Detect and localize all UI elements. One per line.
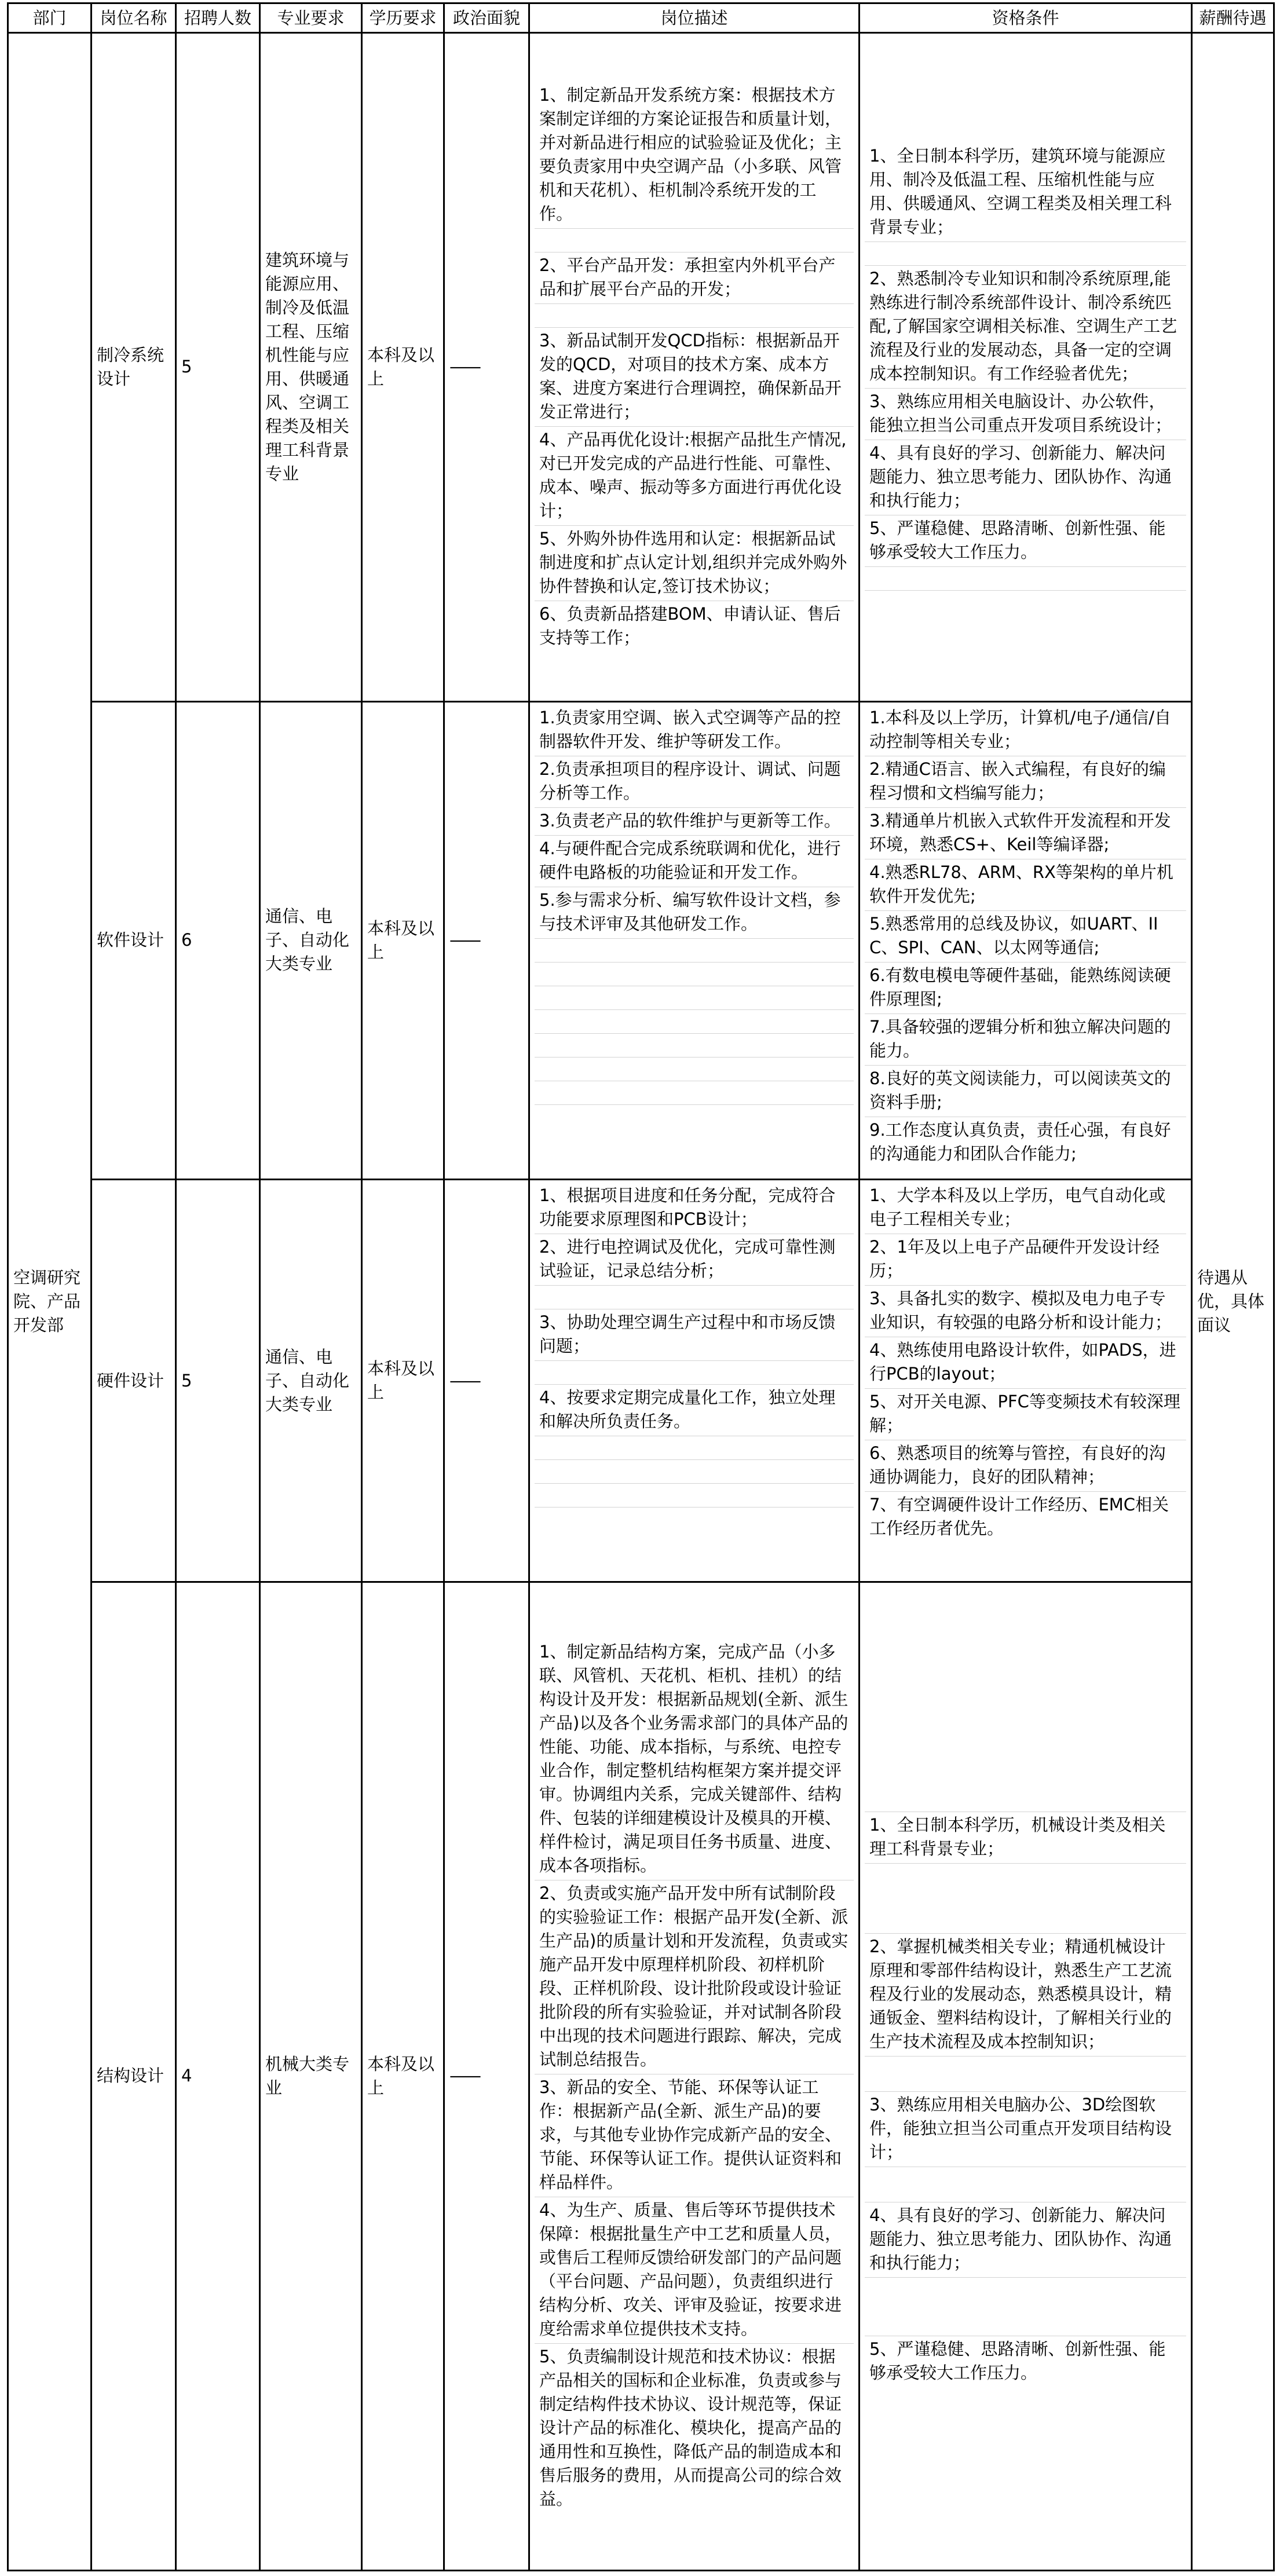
qualification-item: 4.熟悉RL78、ARM、RX等架构的单片机软件开发优先; [865,859,1186,911]
qualification-item: 4、熟练使用电路设计软件，如PADS，进行PCB的layout； [865,1337,1186,1389]
position-major: 建筑环境与能源应用、制冷及低温工程、压缩机性能与应用、供暖通风、空调工程类及相关理工科背景专业 [260,33,362,702]
header-count: 招聘人数 [176,3,260,33]
row-divider [535,1460,854,1484]
row-divider [865,2167,1186,2202]
header-position: 岗位名称 [92,3,176,33]
qualification-item: 1、全日制本科学历，机械设计类及相关理工科背景专业； [865,1812,1186,1864]
salary-cell: 待遇从优，具体面议 [1192,33,1274,2571]
qualification-item: 3、熟练应用相关电脑办公、3D绘图软件，能独立担当公司重点开发项目结构设计； [865,2092,1186,2167]
qualification-item: 4、具有良好的学习、创新能力、解决问题能力、独立思考能力、团队协作、沟通和执行能力； [865,2202,1186,2278]
qualification-item: 5.熟悉常用的总线及协议，如UART、IIC、SPI、CAN、以太网等通信; [865,911,1186,963]
row-divider [535,939,854,963]
description-item: 2、负责或实施产品开发中所有试制阶段的实验验证工作：根据产品开发(全新、派生产品)的质量计划和开发流程，负责或实施产品开发中原理样机阶段、初样机阶段、正样机阶段、设计批阶段或设计验证批阶段的所有实验验证，并对试制各阶段中出现的技术问题进行跟踪、解决，完成试制总结报告。 [535,1880,854,2074]
position-description [529,1582,860,2570]
header-department: 部门 [8,3,92,33]
description-item: 3、新品试制开发QCD指标：根据新品开发的QCD，对项目的技术方案、成本方案、进度方案进行合理调控，确保新品开发正常进行； [535,328,854,427]
description-item: 4、产品再优化设计:根据产品批生产情况,对已开发完成的产品进行性能、可靠性、成本、噪声、振动等多方面进行再优化设计； [535,427,854,526]
description-item: 5.参与需求分析、编写软件设计文档，参与技术评审及其他研发工作。 [535,887,854,939]
table-row [8,701,1274,1179]
position-title: 制冷系统设计 [92,33,176,702]
qualification-item: 2、熟悉制冷专业知识和制冷系统原理,能熟练进行制冷系统部件设计、制冷系统匹配,了解国家空调相关标准、空调生产工艺流程及行业的发展动态，具备一定的空调成本控制知识。有工作经验者优先； [865,266,1186,389]
description-item: 4.与硬件配合完成系统联调和优化，进行硬件电路板的功能验证和开发工作。 [535,836,854,887]
row-divider [535,1361,854,1385]
row-divider [535,1081,854,1105]
position-title: 软件设计 [92,701,176,1179]
position-political: —— [444,1582,529,2570]
description-item: 3、协助处理空调生产过程中和市场反馈问题； [535,1309,854,1361]
qualification-item: 5、对开关电源、PFC等变频技术有较深理解； [865,1389,1186,1440]
position-education: 本科及以上 [362,33,444,702]
qualification-item: 5、严谨稳健、思路清晰、创新性强、能够承受较大工作压力。 [869,2339,1166,2383]
qualification-item: 2、1年及以上电子产品硬件开发设计经历； [865,1234,1186,1286]
row-divider [535,1010,854,1034]
qualification-item: 6、熟悉项目的统筹与管控，有良好的沟通协调能力，良好的团队精神； [865,1440,1186,1492]
description-item: 1、制定新品结构方案，完成产品（小多联、风管机、天花机、柜机、挂机）的结构设计及开发：根据新品规划(全新、派生产品)以及各个业务需求部门的具体产品的性能、功能、成本指标，与系统、电控专业合作，制定整机结构框架方案并提交评审。协调组内关系，完成关键部件、结构件、包装的详细建模设计及模具的开模、样件检讨，满足项目任务书质量、进度、成本各项指标。 [535,1639,854,1880]
position-education: 本科及以上 [362,1582,444,2570]
position-education: 本科及以上 [362,701,444,1179]
position-major: 机械大类专业 [260,1582,362,2570]
description-item: 1、根据项目进度和任务分配，完成符合功能要求原理图和PCB设计； [535,1183,854,1234]
qualification-item: 1.本科及以上学历，计算机/电子/通信/自动控制等相关专业； [865,705,1186,756]
position-qualification [860,701,1192,1179]
table-row [8,1582,1274,2570]
qualification-item: 8.良好的英文阅读能力，可以阅读英文的资料手册; [865,1066,1186,1117]
row-divider [535,304,854,328]
recruitment-table [7,2,1275,2571]
qualification-item: 9.工作态度认真负责，责任心强，有良好的沟通能力和团队合作能力; [869,1119,1171,1163]
header-education: 学历要求 [362,3,444,33]
position-qualification [860,33,1192,702]
position-count: 5 [176,33,260,702]
position-description [529,1180,860,1582]
row-divider [535,229,854,253]
header-row [8,3,1274,33]
table-row [8,33,1274,702]
table-row [8,1180,1274,1582]
row-divider [535,1484,854,1507]
description-item: 5、负责编制设计规范和技术协议：根据产品相关的国标和企业标准，负责或参与制定结构件技术协议、设计规范等，保证设计产品的标准化、模块化，提高产品的通用性和互换性，降低产品的制造成本和售后服务的费用，从而提高公司的综合效益。 [539,2346,842,2509]
row-divider [865,2057,1186,2092]
qualification-item: 7.具备较强的逻辑分析和独立解决问题的能力。 [865,1014,1186,1066]
row-divider [865,1765,1186,1812]
position-political: —— [444,1180,529,1582]
description-item: 2、进行电控调试及优化，完成可靠性测试验证，记录总结分析； [535,1234,854,1286]
qualification-item: 3、熟练应用相关电脑设计、办公软件，能独立担当公司重点开发项目系统设计； [865,389,1186,440]
header-description: 岗位描述 [529,3,860,33]
qualification-item: 3.精通单片机嵌入式软件开发流程和开发环境，熟悉CS+、Keil等编译器; [865,808,1186,859]
position-qualification [860,1582,1192,2570]
position-description [529,701,860,1179]
header-political: 政治面貌 [444,3,529,33]
row-divider [865,567,1186,591]
header-qualification: 资格条件 [860,3,1192,33]
row-divider [535,963,854,986]
position-count: 5 [176,1180,260,1582]
description-item: 2、平台产品开发：承担室内外机平台产品和扩展平台产品的开发； [535,253,854,304]
qualification-item: 1、全日制本科学历，建筑环境与能源应用、制冷及低温工程、压缩机性能与应用、供暖通风、空调工程类及相关理工科背景专业； [865,143,1186,242]
row-divider [865,1864,1186,1934]
description-item: 1.负责家用空调、嵌入式空调等产品的控制器软件开发、维护等研发工作。 [535,705,854,756]
position-description [529,33,860,702]
header-major: 专业要求 [260,3,362,33]
description-item: 3.负责老产品的软件维护与更新等工作。 [535,808,854,836]
position-political: —— [444,33,529,702]
qualification-item: 2.精通C语言、嵌入式编程，有良好的编程习惯和文档编写能力； [865,756,1186,808]
position-major: 通信、电子、自动化大类专业 [260,1180,362,1582]
position-education: 本科及以上 [362,1180,444,1582]
department-cell: 空调研究院、产品开发部 [8,33,92,2571]
row-divider [535,986,854,1010]
row-divider [535,1058,854,1081]
description-item: 3、新品的安全、节能、环保等认证工作：根据新产品(全新、派生产品)的要求，与其他专业协作完成新产品的安全、节能、环保等认证工作。提供认证资料和样品样件。 [535,2074,854,2197]
qualification-item: 4、具有良好的学习、创新能力、解决问题能力、独立思考能力、团队协作、沟通和执行能力； [865,440,1186,515]
row-divider [865,2278,1186,2336]
row-divider [535,1034,854,1058]
qualification-item: 6.有数电模电等硬件基础，能熟练阅读硬件原理图; [865,963,1186,1014]
position-political: —— [444,701,529,1179]
description-item: 1、制定新品开发系统方案：根据技术方案制定详细的方案论证报告和质量计划，并对新品进行相应的试验验证及优化；主要负责家用中央空调产品（小多联、风管机和天花机）、柜机制冷系统开发的工作。 [535,82,854,229]
qualification-item: 3、具备扎实的数字、模拟及电力电子专业知识，有较强的电路分析和设计能力； [865,1286,1186,1337]
position-title: 硬件设计 [92,1180,176,1582]
description-item: 4、按要求定期完成量化工作，独立处理和解决所负责任务。 [535,1385,854,1436]
description-item: 4、为生产、质量、售后等环节提供技术保障：根据批量生产中工艺和质量人员，或售后工程师反馈给研发部门的产品问题（平台问题、产品问题），负责组织进行结构分析、攻关、评审及验证，按要求进度给需求单位提供技术支持。 [535,2197,854,2344]
description-item: 6、负责新品搭建BOM、申请认证、售后支持等工作； [539,603,841,647]
qualification-item: 1、大学本科及以上学历，电气自动化或电子工程相关专业； [865,1183,1186,1234]
description-item: 2.负责承担项目的程序设计、调试、问题分析等工作。 [535,756,854,808]
position-count: 6 [176,701,260,1179]
position-major: 通信、电子、自动化大类专业 [260,701,362,1179]
qualification-item: 7、有空调硬件设计工作经历、EMC相关工作经历者优先。 [869,1495,1169,1539]
qualification-item: 2、掌握机械类相关专业；精通机械设计原理和零部件结构设计，熟悉生产工艺流程及行业的发展动态，熟悉模具设计，精通钣金、塑料结构设计，了解相关行业的生产技术流程及成本控制知识； [865,1934,1186,2057]
qualification-item: 5、严谨稳健、思路清晰、创新性强、能够承受较大工作压力。 [865,515,1186,567]
description-item: 5、外购外协件选用和认定：根据新品试制进度和扩点认定计划,组织并完成外购外协件替换和认定,签订技术协议； [535,526,854,601]
position-qualification [860,1180,1192,1582]
header-salary: 薪酬待遇 [1192,3,1274,33]
row-divider [865,242,1186,266]
row-divider [535,1436,854,1460]
row-divider [535,1286,854,1309]
position-title: 结构设计 [92,1582,176,2570]
position-count: 4 [176,1582,260,2570]
